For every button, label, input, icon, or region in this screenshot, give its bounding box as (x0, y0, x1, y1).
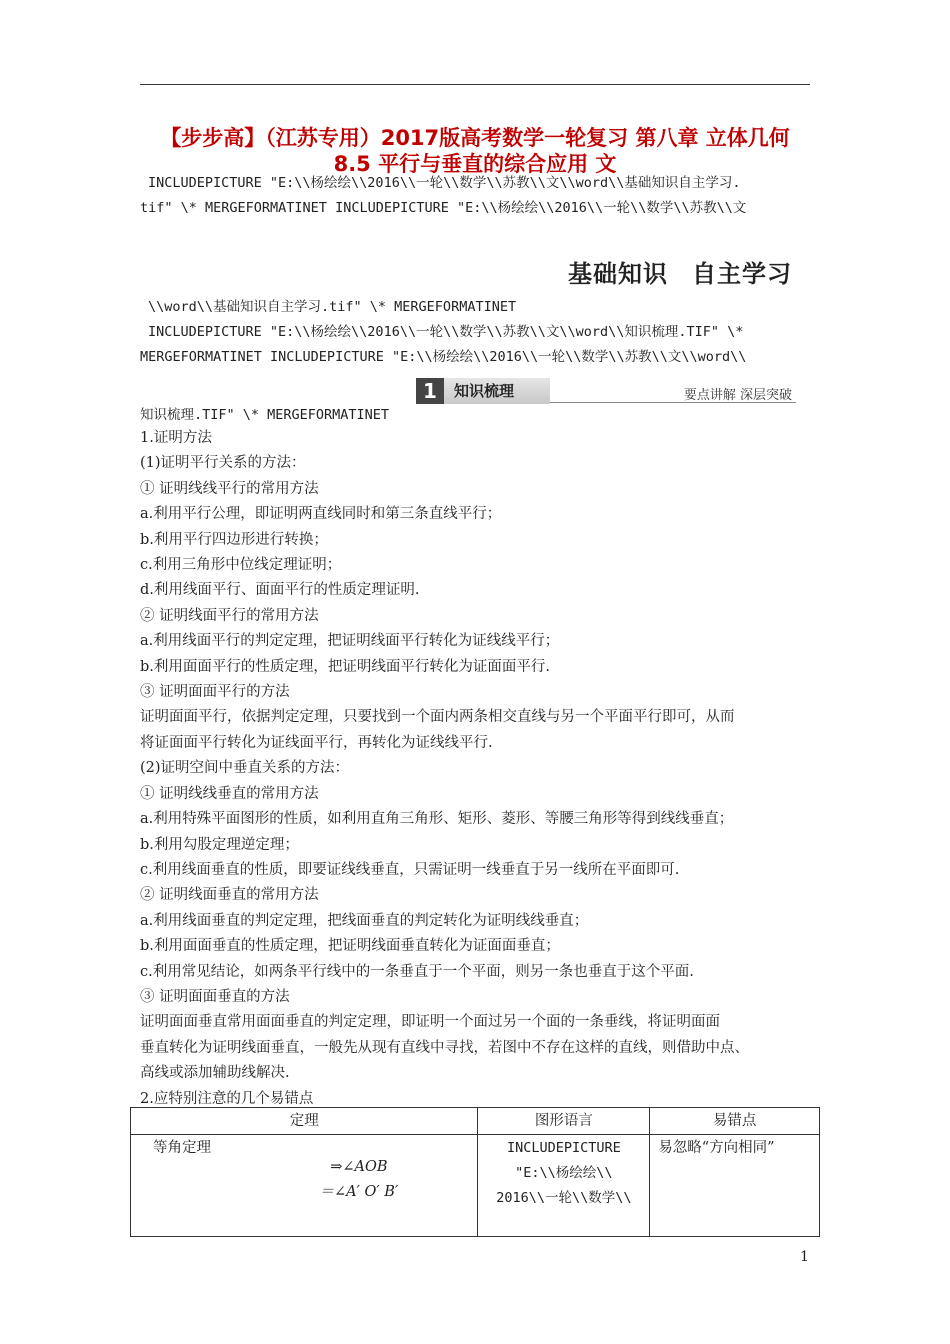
formula-line: ⇒∠AOB (330, 1159, 388, 1175)
body-line: (1)证明平行关系的方法： (140, 455, 306, 472)
body-line: a.利用平行公理，即证明两直线同时和第三条直线平行； (140, 506, 502, 523)
section-heading-part: 基础知识 (568, 260, 668, 288)
body-line: a.利用线面平行的判定定理，把证明线面平行转化为证线线平行； (140, 633, 560, 650)
body-line: 将证面面平行转化为证线面平行，再转化为证线线平行. (140, 734, 493, 751)
figure-code-line: "E:\\杨绘绘\\ (515, 1165, 613, 1181)
body-line: d.利用线面平行、面面平行的性质定理证明. (140, 582, 420, 599)
pitfalls-table (130, 1107, 820, 1237)
pitfall-cell: 易忽略“方向相同” (650, 1135, 820, 1237)
body-line: 证明面面平行，依据判定定理，只要找到一个面内两条相交直线与另一个平面平行即可，从而 (140, 709, 735, 726)
body-line: 1.证明方法 (140, 430, 212, 446)
field-code-line: INCLUDEPICTURE "E:\\杨绘绘\\2016\\一轮\\数学\\苏教\\文\\word\\知识梳理.TIF" \* (148, 324, 744, 340)
body-line: ② 证明线面平行的常用方法 (140, 607, 319, 624)
theorem-formula-cell (240, 1135, 478, 1237)
body-line: ① 证明线线垂直的常用方法 (140, 785, 319, 802)
table-header-cell: 定理 (131, 1108, 478, 1135)
banner-subtitle: 要点讲解 深层突破 (683, 388, 792, 403)
body-line: 垂直转化为证明线面垂直，一般先从现有直线中寻找，若图中不存在这样的直线，则借助中点、 (140, 1039, 749, 1056)
body-line: c.利用三角形中位线定理证明； (140, 557, 342, 574)
knowledge-banner (416, 378, 796, 404)
body-line: ③ 证明面面平行的方法 (140, 684, 290, 701)
table-row (131, 1135, 820, 1237)
body-line: b.利用面面平行的性质定理，把证明线面平行转化为证面面平行. (140, 658, 550, 675)
field-code-line: INCLUDEPICTURE "E:\\杨绘绘\\2016\\一轮\\数学\\苏教\\文\\word\\基础知识自主学习. (148, 175, 741, 191)
body-line: ① 证明线线平行的常用方法 (140, 480, 319, 497)
banner-label: 知识梳理 (444, 378, 550, 404)
figure-code-line: 2016\\一轮\\数学\\ (496, 1190, 632, 1206)
page-number: 1 (800, 1249, 809, 1265)
body-line: b.利用面面垂直的性质定理，把证明线面垂直转化为证面面垂直； (140, 938, 560, 955)
table-header-cell: 图形语言 (478, 1108, 650, 1135)
header-rule (140, 84, 810, 85)
formula-line: ＝∠A′ O′ B′ (319, 1184, 399, 1200)
table-header-row (131, 1108, 820, 1135)
section-heading-part: 自主学习 (692, 260, 792, 288)
figure-language-cell (478, 1135, 650, 1237)
field-code-line: tif" \* MERGEFORMATINET INCLUDEPICTURE "E:\\杨绘绘\\2016\\一轮\\数学\\苏教\\文 (140, 200, 747, 216)
body-line: ② 证明线面垂直的常用方法 (140, 887, 319, 904)
field-code-line: \\word\\基础知识自主学习.tif" \* MERGEFORMATINET (148, 299, 517, 315)
field-code-line: MERGEFORMATINET INCLUDEPICTURE "E:\\杨绘绘\\2016\\一轮\\数学\\苏教\\文\\word\\ (140, 349, 747, 365)
body-line: c.利用线面垂直的性质，即要证线线垂直，只需证明一线垂直于另一线所在平面即可. (140, 861, 680, 878)
theorem-name-cell: 等角定理 (131, 1135, 241, 1237)
body-line: b.利用勾股定理逆定理； (140, 836, 299, 853)
field-code-block-1 (140, 171, 820, 221)
body-line: 2.应特别注意的几个易错点 (140, 1090, 314, 1107)
body-line: (2)证明空间中垂直关系的方法： (140, 760, 350, 777)
section-heading (568, 254, 792, 289)
body-line: a.利用线面垂直的判定定理，把线面垂直的判定转化为证明线线垂直； (140, 912, 589, 929)
body-line: 高线或添加辅助线解决. (140, 1065, 290, 1082)
table-header-cell: 易错点 (650, 1108, 820, 1135)
body-line: c.利用常见结论，如两条平行线中的一条垂直于一个平面，则另一条也垂直于这个平面. (140, 963, 694, 980)
banner-number: 1 (416, 378, 444, 404)
body-line: ③ 证明面面垂直的方法 (140, 988, 290, 1005)
body-text (140, 426, 820, 1112)
document-title-line-2: 8.5 平行与垂直的综合应用 文 (333, 152, 617, 176)
body-line: b.利用平行四边形进行转换； (140, 531, 328, 548)
document-title-line-1: 【步步高】（江苏专用）2017版高考数学一轮复习 第八章 立体几何 (160, 126, 790, 150)
field-code-block-3 (140, 403, 820, 428)
field-code-block-2 (140, 295, 820, 370)
figure-code-line: INCLUDEPICTURE (506, 1140, 621, 1156)
body-line: a.利用特殊平面图形的性质，如利用直角三角形、矩形、菱形、等腰三角形等得到线线垂直； (140, 811, 734, 828)
body-line: 证明面面垂直常用面面垂直的判定定理，即证明一个面过另一个面的一条垂线，将证明面面 (140, 1014, 720, 1031)
field-code-line: 知识梳理.TIF" \* MERGEFORMATINET (140, 407, 390, 423)
